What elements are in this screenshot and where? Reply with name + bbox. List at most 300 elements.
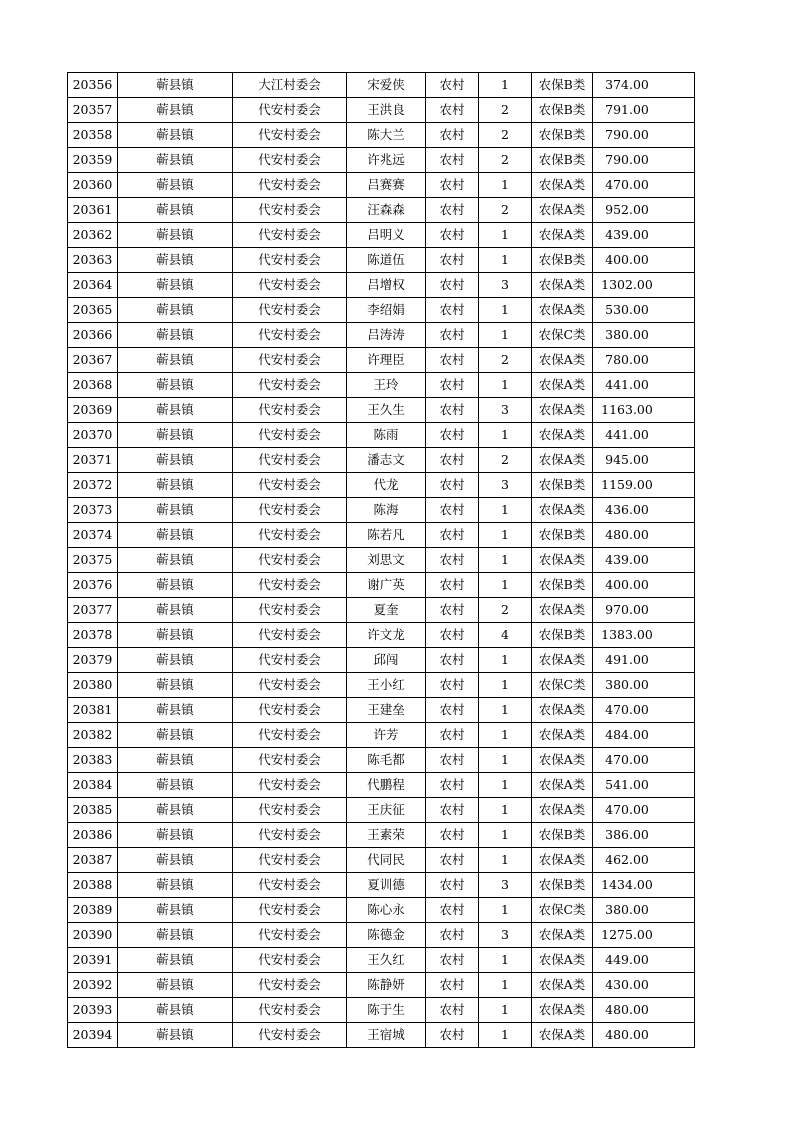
cell-amount: 380.00 bbox=[593, 898, 695, 923]
table-row bbox=[68, 723, 695, 748]
cell-area-type: 农村 bbox=[426, 523, 479, 548]
cell-person-name: 陈静妍 bbox=[347, 973, 426, 998]
cell-household-count: 3 bbox=[479, 398, 532, 423]
cell-insurance-category: 农保B类 bbox=[532, 573, 593, 598]
cell-area-type: 农村 bbox=[426, 248, 479, 273]
cell-household-count: 2 bbox=[479, 348, 532, 373]
cell-record-id: 20380 bbox=[68, 673, 118, 698]
cell-person-name: 夏奎 bbox=[347, 598, 426, 623]
cell-village-committee: 代安村委会 bbox=[233, 573, 347, 598]
cell-amount: 1159.00 bbox=[593, 473, 695, 498]
cell-insurance-category: 农保B类 bbox=[532, 523, 593, 548]
cell-person-name: 陈若凡 bbox=[347, 523, 426, 548]
cell-record-id: 20372 bbox=[68, 473, 118, 498]
cell-insurance-category: 农保A类 bbox=[532, 1023, 593, 1048]
cell-record-id: 20367 bbox=[68, 348, 118, 373]
cell-area-type: 农村 bbox=[426, 323, 479, 348]
table-row bbox=[68, 573, 695, 598]
cell-person-name: 陈海 bbox=[347, 498, 426, 523]
cell-area-type: 农村 bbox=[426, 873, 479, 898]
cell-town: 蕲县镇 bbox=[118, 373, 233, 398]
cell-area-type: 农村 bbox=[426, 798, 479, 823]
cell-record-id: 20368 bbox=[68, 373, 118, 398]
table-row bbox=[68, 823, 695, 848]
cell-village-committee: 代安村委会 bbox=[233, 423, 347, 448]
cell-village-committee: 代安村委会 bbox=[233, 473, 347, 498]
cell-person-name: 代同民 bbox=[347, 848, 426, 873]
cell-amount: 470.00 bbox=[593, 173, 695, 198]
cell-insurance-category: 农保A类 bbox=[532, 648, 593, 673]
table-row bbox=[68, 348, 695, 373]
cell-village-committee: 代安村委会 bbox=[233, 698, 347, 723]
cell-area-type: 农村 bbox=[426, 98, 479, 123]
table-row bbox=[68, 198, 695, 223]
cell-household-count: 3 bbox=[479, 473, 532, 498]
table-row bbox=[68, 548, 695, 573]
cell-insurance-category: 农保B类 bbox=[532, 248, 593, 273]
cell-household-count: 1 bbox=[479, 848, 532, 873]
cell-record-id: 20359 bbox=[68, 148, 118, 173]
cell-town: 蕲县镇 bbox=[118, 198, 233, 223]
cell-record-id: 20374 bbox=[68, 523, 118, 548]
cell-household-count: 1 bbox=[479, 298, 532, 323]
cell-village-committee: 代安村委会 bbox=[233, 848, 347, 873]
cell-record-id: 20360 bbox=[68, 173, 118, 198]
cell-person-name: 王庆征 bbox=[347, 798, 426, 823]
cell-household-count: 1 bbox=[479, 573, 532, 598]
cell-record-id: 20362 bbox=[68, 223, 118, 248]
cell-household-count: 2 bbox=[479, 198, 532, 223]
cell-record-id: 20378 bbox=[68, 623, 118, 648]
cell-area-type: 农村 bbox=[426, 673, 479, 698]
cell-insurance-category: 农保C类 bbox=[532, 898, 593, 923]
cell-person-name: 宋爱侠 bbox=[347, 73, 426, 98]
cell-amount: 790.00 bbox=[593, 123, 695, 148]
cell-household-count: 1 bbox=[479, 73, 532, 98]
cell-record-id: 20358 bbox=[68, 123, 118, 148]
cell-village-committee: 代安村委会 bbox=[233, 398, 347, 423]
cell-village-committee: 代安村委会 bbox=[233, 673, 347, 698]
cell-amount: 439.00 bbox=[593, 223, 695, 248]
cell-record-id: 20356 bbox=[68, 73, 118, 98]
cell-person-name: 王久红 bbox=[347, 948, 426, 973]
table-row bbox=[68, 173, 695, 198]
cell-area-type: 农村 bbox=[426, 498, 479, 523]
cell-insurance-category: 农保A类 bbox=[532, 948, 593, 973]
cell-area-type: 农村 bbox=[426, 648, 479, 673]
table-row bbox=[68, 648, 695, 673]
cell-household-count: 2 bbox=[479, 448, 532, 473]
cell-amount: 386.00 bbox=[593, 823, 695, 848]
cell-household-count: 1 bbox=[479, 823, 532, 848]
cell-amount: 1383.00 bbox=[593, 623, 695, 648]
table-row bbox=[68, 73, 695, 98]
table-row bbox=[68, 373, 695, 398]
cell-village-committee: 代安村委会 bbox=[233, 348, 347, 373]
cell-amount: 400.00 bbox=[593, 248, 695, 273]
cell-area-type: 农村 bbox=[426, 623, 479, 648]
cell-record-id: 20386 bbox=[68, 823, 118, 848]
cell-person-name: 陈德金 bbox=[347, 923, 426, 948]
cell-amount: 374.00 bbox=[593, 73, 695, 98]
roster-table bbox=[67, 72, 695, 1048]
cell-insurance-category: 农保A类 bbox=[532, 848, 593, 873]
cell-area-type: 农村 bbox=[426, 748, 479, 773]
table-row bbox=[68, 998, 695, 1023]
cell-record-id: 20391 bbox=[68, 948, 118, 973]
cell-insurance-category: 农保A类 bbox=[532, 373, 593, 398]
cell-town: 蕲县镇 bbox=[118, 823, 233, 848]
cell-area-type: 农村 bbox=[426, 73, 479, 98]
cell-record-id: 20379 bbox=[68, 648, 118, 673]
cell-town: 蕲县镇 bbox=[118, 998, 233, 1023]
cell-area-type: 农村 bbox=[426, 823, 479, 848]
cell-household-count: 1 bbox=[479, 948, 532, 973]
cell-amount: 1302.00 bbox=[593, 273, 695, 298]
cell-record-id: 20393 bbox=[68, 998, 118, 1023]
cell-area-type: 农村 bbox=[426, 698, 479, 723]
cell-amount: 430.00 bbox=[593, 973, 695, 998]
cell-record-id: 20364 bbox=[68, 273, 118, 298]
cell-area-type: 农村 bbox=[426, 1023, 479, 1048]
table-row bbox=[68, 923, 695, 948]
cell-person-name: 刘思文 bbox=[347, 548, 426, 573]
cell-household-count: 1 bbox=[479, 723, 532, 748]
cell-area-type: 农村 bbox=[426, 973, 479, 998]
cell-insurance-category: 农保A类 bbox=[532, 798, 593, 823]
cell-household-count: 2 bbox=[479, 598, 532, 623]
cell-village-committee: 代安村委会 bbox=[233, 248, 347, 273]
cell-amount: 462.00 bbox=[593, 848, 695, 873]
cell-town: 蕲县镇 bbox=[118, 598, 233, 623]
cell-record-id: 20373 bbox=[68, 498, 118, 523]
table-row bbox=[68, 773, 695, 798]
cell-record-id: 20361 bbox=[68, 198, 118, 223]
table-row bbox=[68, 148, 695, 173]
cell-area-type: 农村 bbox=[426, 998, 479, 1023]
cell-amount: 480.00 bbox=[593, 1023, 695, 1048]
cell-household-count: 3 bbox=[479, 923, 532, 948]
cell-record-id: 20376 bbox=[68, 573, 118, 598]
cell-insurance-category: 农保A类 bbox=[532, 723, 593, 748]
cell-amount: 449.00 bbox=[593, 948, 695, 973]
cell-area-type: 农村 bbox=[426, 923, 479, 948]
cell-person-name: 许兆远 bbox=[347, 148, 426, 173]
cell-town: 蕲县镇 bbox=[118, 423, 233, 448]
cell-village-committee: 代安村委会 bbox=[233, 323, 347, 348]
cell-town: 蕲县镇 bbox=[118, 873, 233, 898]
cell-household-count: 1 bbox=[479, 998, 532, 1023]
table-row bbox=[68, 598, 695, 623]
cell-insurance-category: 农保A类 bbox=[532, 223, 593, 248]
cell-person-name: 王玲 bbox=[347, 373, 426, 398]
cell-town: 蕲县镇 bbox=[118, 748, 233, 773]
cell-insurance-category: 农保A类 bbox=[532, 598, 593, 623]
cell-village-committee: 代安村委会 bbox=[233, 123, 347, 148]
cell-amount: 484.00 bbox=[593, 723, 695, 748]
table-row bbox=[68, 398, 695, 423]
cell-record-id: 20375 bbox=[68, 548, 118, 573]
table-row bbox=[68, 973, 695, 998]
cell-village-committee: 代安村委会 bbox=[233, 773, 347, 798]
cell-insurance-category: 农保B类 bbox=[532, 823, 593, 848]
cell-person-name: 李绍娟 bbox=[347, 298, 426, 323]
cell-amount: 470.00 bbox=[593, 748, 695, 773]
cell-town: 蕲县镇 bbox=[118, 848, 233, 873]
cell-record-id: 20384 bbox=[68, 773, 118, 798]
cell-amount: 1163.00 bbox=[593, 398, 695, 423]
cell-town: 蕲县镇 bbox=[118, 123, 233, 148]
cell-household-count: 1 bbox=[479, 698, 532, 723]
cell-town: 蕲县镇 bbox=[118, 773, 233, 798]
cell-insurance-category: 农保A类 bbox=[532, 923, 593, 948]
cell-household-count: 2 bbox=[479, 98, 532, 123]
cell-amount: 436.00 bbox=[593, 498, 695, 523]
cell-household-count: 1 bbox=[479, 223, 532, 248]
cell-person-name: 陈道伍 bbox=[347, 248, 426, 273]
cell-person-name: 陈心永 bbox=[347, 898, 426, 923]
table-row bbox=[68, 798, 695, 823]
cell-insurance-category: 农保A类 bbox=[532, 448, 593, 473]
cell-village-committee: 代安村委会 bbox=[233, 973, 347, 998]
cell-person-name: 潘志文 bbox=[347, 448, 426, 473]
cell-insurance-category: 农保C类 bbox=[532, 673, 593, 698]
cell-household-count: 2 bbox=[479, 123, 532, 148]
cell-town: 蕲县镇 bbox=[118, 573, 233, 598]
cell-household-count: 1 bbox=[479, 548, 532, 573]
table-row bbox=[68, 673, 695, 698]
cell-area-type: 农村 bbox=[426, 548, 479, 573]
cell-town: 蕲县镇 bbox=[118, 73, 233, 98]
cell-village-committee: 代安村委会 bbox=[233, 148, 347, 173]
cell-amount: 970.00 bbox=[593, 598, 695, 623]
cell-person-name: 王素荣 bbox=[347, 823, 426, 848]
cell-town: 蕲县镇 bbox=[118, 648, 233, 673]
cell-record-id: 20366 bbox=[68, 323, 118, 348]
cell-town: 蕲县镇 bbox=[118, 298, 233, 323]
table-row bbox=[68, 748, 695, 773]
cell-amount: 790.00 bbox=[593, 148, 695, 173]
cell-village-committee: 代安村委会 bbox=[233, 748, 347, 773]
cell-household-count: 1 bbox=[479, 648, 532, 673]
table-row bbox=[68, 123, 695, 148]
cell-person-name: 许理臣 bbox=[347, 348, 426, 373]
cell-person-name: 代龙 bbox=[347, 473, 426, 498]
cell-town: 蕲县镇 bbox=[118, 698, 233, 723]
table-row bbox=[68, 273, 695, 298]
cell-household-count: 4 bbox=[479, 623, 532, 648]
cell-person-name: 吕涛涛 bbox=[347, 323, 426, 348]
cell-record-id: 20370 bbox=[68, 423, 118, 448]
cell-insurance-category: 农保A类 bbox=[532, 773, 593, 798]
cell-record-id: 20383 bbox=[68, 748, 118, 773]
cell-insurance-category: 农保A类 bbox=[532, 423, 593, 448]
table-row bbox=[68, 948, 695, 973]
cell-insurance-category: 农保A类 bbox=[532, 273, 593, 298]
cell-household-count: 1 bbox=[479, 373, 532, 398]
cell-person-name: 吕赛赛 bbox=[347, 173, 426, 198]
cell-person-name: 王洪良 bbox=[347, 98, 426, 123]
cell-village-committee: 代安村委会 bbox=[233, 498, 347, 523]
cell-town: 蕲县镇 bbox=[118, 473, 233, 498]
cell-person-name: 吕增权 bbox=[347, 273, 426, 298]
table-row bbox=[68, 98, 695, 123]
cell-household-count: 2 bbox=[479, 148, 532, 173]
cell-area-type: 农村 bbox=[426, 198, 479, 223]
cell-household-count: 1 bbox=[479, 898, 532, 923]
cell-person-name: 陈于生 bbox=[347, 998, 426, 1023]
cell-amount: 945.00 bbox=[593, 448, 695, 473]
cell-insurance-category: 农保B类 bbox=[532, 148, 593, 173]
cell-area-type: 农村 bbox=[426, 148, 479, 173]
cell-household-count: 1 bbox=[479, 523, 532, 548]
cell-village-committee: 代安村委会 bbox=[233, 723, 347, 748]
cell-record-id: 20365 bbox=[68, 298, 118, 323]
cell-person-name: 王宿城 bbox=[347, 1023, 426, 1048]
cell-person-name: 汪森森 bbox=[347, 198, 426, 223]
cell-village-committee: 代安村委会 bbox=[233, 548, 347, 573]
cell-insurance-category: 农保B类 bbox=[532, 623, 593, 648]
cell-person-name: 谢广英 bbox=[347, 573, 426, 598]
cell-area-type: 农村 bbox=[426, 398, 479, 423]
cell-area-type: 农村 bbox=[426, 848, 479, 873]
cell-record-id: 20385 bbox=[68, 798, 118, 823]
cell-household-count: 3 bbox=[479, 273, 532, 298]
cell-village-committee: 代安村委会 bbox=[233, 873, 347, 898]
cell-person-name: 邱闯 bbox=[347, 648, 426, 673]
cell-amount: 400.00 bbox=[593, 573, 695, 598]
cell-insurance-category: 农保A类 bbox=[532, 973, 593, 998]
cell-person-name: 许文龙 bbox=[347, 623, 426, 648]
cell-amount: 380.00 bbox=[593, 323, 695, 348]
cell-village-committee: 代安村委会 bbox=[233, 1023, 347, 1048]
cell-household-count: 1 bbox=[479, 773, 532, 798]
cell-town: 蕲县镇 bbox=[118, 98, 233, 123]
cell-record-id: 20390 bbox=[68, 923, 118, 948]
cell-insurance-category: 农保A类 bbox=[532, 998, 593, 1023]
cell-amount: 470.00 bbox=[593, 798, 695, 823]
cell-insurance-category: 农保A类 bbox=[532, 698, 593, 723]
table-row bbox=[68, 523, 695, 548]
cell-town: 蕲县镇 bbox=[118, 398, 233, 423]
cell-town: 蕲县镇 bbox=[118, 673, 233, 698]
cell-area-type: 农村 bbox=[426, 898, 479, 923]
cell-town: 蕲县镇 bbox=[118, 323, 233, 348]
cell-record-id: 20382 bbox=[68, 723, 118, 748]
cell-insurance-category: 农保A类 bbox=[532, 748, 593, 773]
cell-amount: 1275.00 bbox=[593, 923, 695, 948]
table-row bbox=[68, 473, 695, 498]
table-row bbox=[68, 698, 695, 723]
cell-record-id: 20363 bbox=[68, 248, 118, 273]
cell-village-committee: 代安村委会 bbox=[233, 623, 347, 648]
cell-area-type: 农村 bbox=[426, 948, 479, 973]
cell-insurance-category: 农保B类 bbox=[532, 873, 593, 898]
table-row bbox=[68, 873, 695, 898]
table-row bbox=[68, 248, 695, 273]
table-row bbox=[68, 323, 695, 348]
cell-area-type: 农村 bbox=[426, 598, 479, 623]
cell-person-name: 许芳 bbox=[347, 723, 426, 748]
cell-village-committee: 代安村委会 bbox=[233, 648, 347, 673]
cell-town: 蕲县镇 bbox=[118, 248, 233, 273]
cell-area-type: 农村 bbox=[426, 573, 479, 598]
cell-town: 蕲县镇 bbox=[118, 523, 233, 548]
cell-amount: 480.00 bbox=[593, 998, 695, 1023]
cell-village-committee: 代安村委会 bbox=[233, 173, 347, 198]
cell-insurance-category: 农保B类 bbox=[532, 123, 593, 148]
cell-household-count: 1 bbox=[479, 423, 532, 448]
cell-record-id: 20377 bbox=[68, 598, 118, 623]
cell-insurance-category: 农保B类 bbox=[532, 73, 593, 98]
cell-household-count: 1 bbox=[479, 973, 532, 998]
table-row bbox=[68, 423, 695, 448]
cell-household-count: 1 bbox=[479, 748, 532, 773]
cell-person-name: 吕明义 bbox=[347, 223, 426, 248]
cell-area-type: 农村 bbox=[426, 273, 479, 298]
cell-household-count: 1 bbox=[479, 1023, 532, 1048]
cell-village-committee: 代安村委会 bbox=[233, 898, 347, 923]
cell-town: 蕲县镇 bbox=[118, 898, 233, 923]
cell-record-id: 20369 bbox=[68, 398, 118, 423]
cell-insurance-category: 农保A类 bbox=[532, 548, 593, 573]
cell-town: 蕲县镇 bbox=[118, 148, 233, 173]
cell-village-committee: 代安村委会 bbox=[233, 823, 347, 848]
cell-insurance-category: 农保A类 bbox=[532, 198, 593, 223]
cell-area-type: 农村 bbox=[426, 448, 479, 473]
cell-town: 蕲县镇 bbox=[118, 498, 233, 523]
cell-person-name: 代鹏程 bbox=[347, 773, 426, 798]
cell-area-type: 农村 bbox=[426, 123, 479, 148]
cell-record-id: 20387 bbox=[68, 848, 118, 873]
cell-household-count: 3 bbox=[479, 873, 532, 898]
cell-record-id: 20371 bbox=[68, 448, 118, 473]
cell-area-type: 农村 bbox=[426, 298, 479, 323]
cell-town: 蕲县镇 bbox=[118, 173, 233, 198]
cell-village-committee: 代安村委会 bbox=[233, 923, 347, 948]
cell-area-type: 农村 bbox=[426, 723, 479, 748]
cell-town: 蕲县镇 bbox=[118, 923, 233, 948]
cell-village-committee: 代安村委会 bbox=[233, 98, 347, 123]
cell-person-name: 陈雨 bbox=[347, 423, 426, 448]
cell-household-count: 1 bbox=[479, 323, 532, 348]
table-row bbox=[68, 848, 695, 873]
cell-record-id: 20392 bbox=[68, 973, 118, 998]
cell-town: 蕲县镇 bbox=[118, 948, 233, 973]
cell-town: 蕲县镇 bbox=[118, 973, 233, 998]
cell-amount: 441.00 bbox=[593, 423, 695, 448]
cell-insurance-category: 农保A类 bbox=[532, 498, 593, 523]
cell-town: 蕲县镇 bbox=[118, 623, 233, 648]
cell-amount: 952.00 bbox=[593, 198, 695, 223]
cell-amount: 1434.00 bbox=[593, 873, 695, 898]
cell-amount: 380.00 bbox=[593, 673, 695, 698]
cell-record-id: 20388 bbox=[68, 873, 118, 898]
cell-amount: 530.00 bbox=[593, 298, 695, 323]
cell-household-count: 1 bbox=[479, 673, 532, 698]
cell-area-type: 农村 bbox=[426, 473, 479, 498]
cell-person-name: 王久生 bbox=[347, 398, 426, 423]
cell-person-name: 王建垒 bbox=[347, 698, 426, 723]
table-row bbox=[68, 448, 695, 473]
cell-town: 蕲县镇 bbox=[118, 723, 233, 748]
cell-insurance-category: 农保A类 bbox=[532, 298, 593, 323]
cell-amount: 480.00 bbox=[593, 523, 695, 548]
cell-insurance-category: 农保B类 bbox=[532, 98, 593, 123]
cell-record-id: 20357 bbox=[68, 98, 118, 123]
cell-person-name: 陈毛都 bbox=[347, 748, 426, 773]
cell-village-committee: 代安村委会 bbox=[233, 998, 347, 1023]
